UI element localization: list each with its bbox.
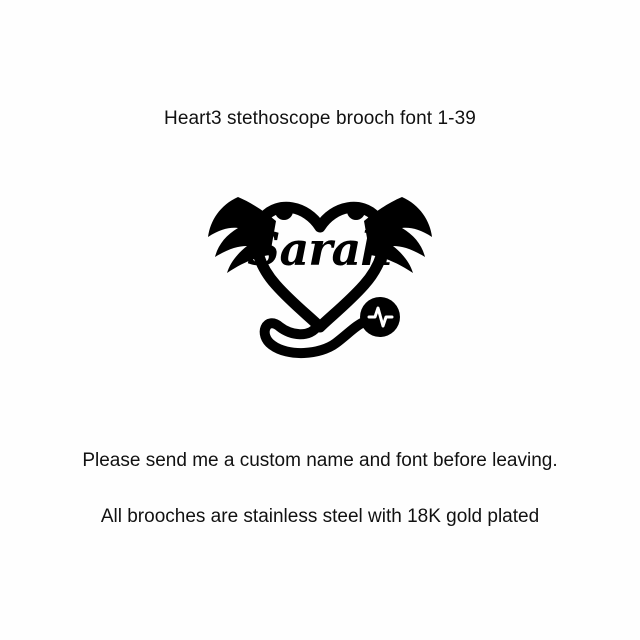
custom-name-text: Sarah bbox=[247, 222, 393, 276]
winged-heart-stethoscope-icon bbox=[180, 175, 460, 375]
material-description: All brooches are stainless steel with 18K gold plated bbox=[100, 506, 540, 527]
custom-name-instruction: Please send me a custom name and font before leaving. bbox=[82, 450, 558, 471]
page-title: Heart3 stethoscope brooch font 1-39 bbox=[164, 108, 476, 129]
